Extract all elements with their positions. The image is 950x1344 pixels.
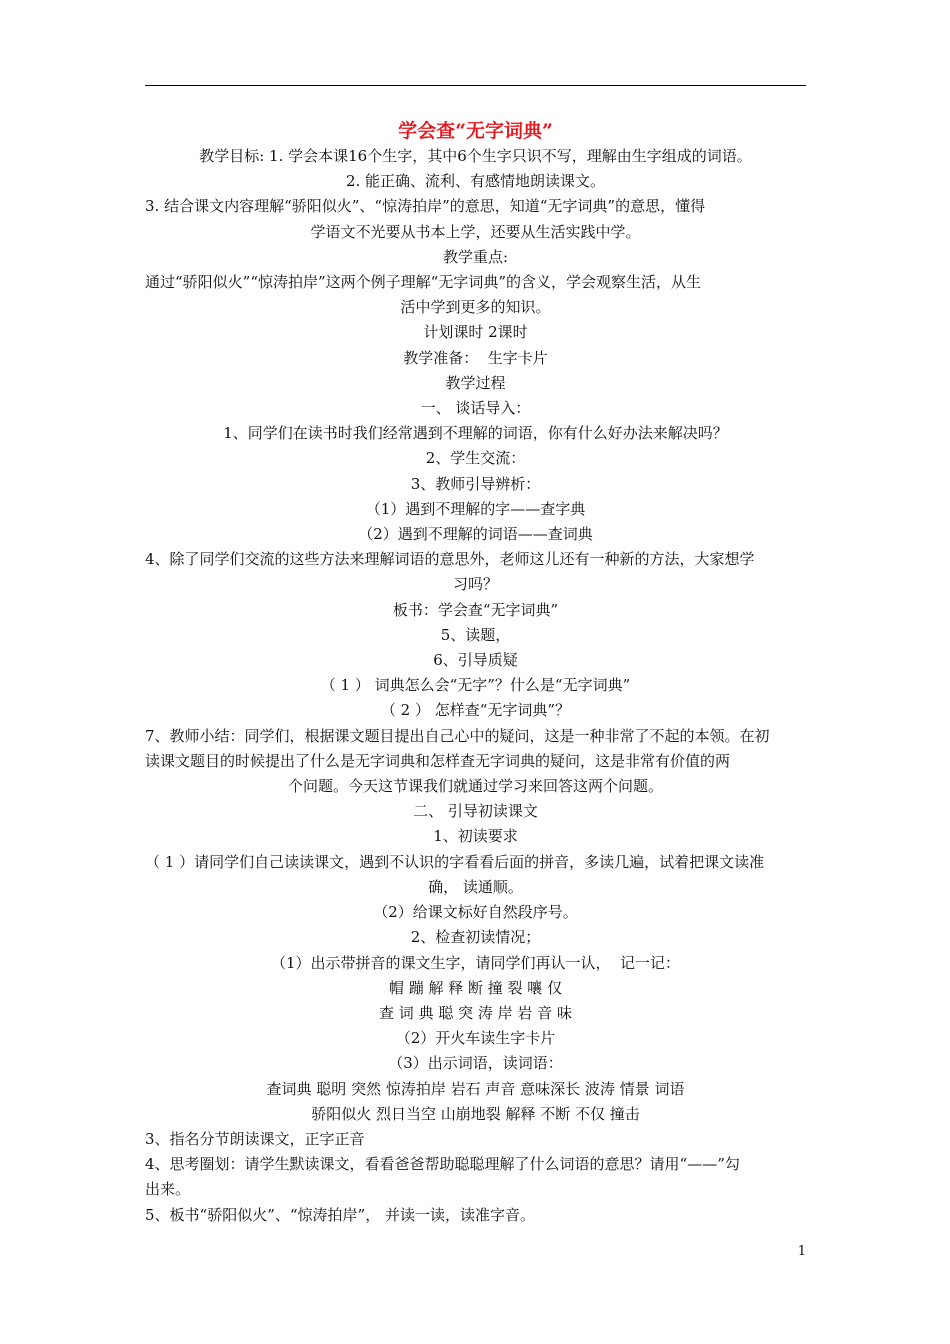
text-line: 查 词 典 聪 突 涛 岸 岩 音 味 — [379, 1003, 572, 1022]
text-line: 活中学到更多的知识。 — [400, 298, 551, 317]
text-line: 习吗？ — [452, 575, 498, 594]
text-line: 骄阳似火 烈日当空 山崩地裂 解释 不断 不仅 撞击 — [311, 1104, 640, 1123]
text-line: 查词典 聪明 突然 惊涛拍岸 岩石 声音 意味深长 波涛 情景 词语 — [266, 1079, 685, 1098]
text-line: （1）遇到不理解的字——查字典 — [365, 499, 586, 518]
document-title: 学会查“无字词典” — [398, 120, 553, 142]
text-line: （ 1 ）请同学们自己读读课文，遇到不认识的字看看后面的拼音，多读几遍，试着把课文读准 — [145, 852, 765, 871]
text-line: 1、同学们在读书时我们经常遇到不理解的词语，你有什么好办法来解决吗？ — [223, 424, 728, 443]
text-line: 教学目标: 1. 学会本课16个生字，其中6个生字只识不写，理解由生字组成的词语。 — [199, 147, 752, 165]
text-line: 学语文不光要从书本上学，还要从生活实践中学。 — [310, 222, 641, 241]
text-line: 2、学生交流： — [425, 449, 526, 468]
text-line: 6、引导质疑 — [433, 651, 518, 670]
text-line: 7、教师小结：同学们，根据课文题目提出自己心中的疑问，这是一种非常了不起的本领。在初 — [145, 726, 770, 745]
text-line: 3、教师引导辨析： — [410, 474, 541, 493]
text-line: （2）给课文标好自然段序号。 — [373, 903, 578, 922]
text-line: 3、指名分节朗读课文，正字正音 — [145, 1129, 365, 1148]
document-lines — [145, 144, 806, 1228]
text-line: 板书：学会查“无字词典” — [392, 600, 559, 619]
text-line: 教学重点: — [442, 247, 509, 266]
text-line: 3. 结合课文内容理解“骄阳似火”、“惊涛拍岸”的意思，知道“无字词典”的意思，懂得 — [145, 197, 706, 216]
text-line: 通过“骄阳似火”“惊涛拍岸”这两个例子理解“无字词典”的含义，学会观察生活，从生 — [145, 273, 702, 292]
text-line: 2. 能正确、流利、有感情地朗读课文。 — [345, 172, 606, 191]
text-line: 4、除了同学们交流的这些方法来理解词语的意思外，老师这儿还有一种新的方法，大家想学 — [145, 550, 755, 569]
text-line: 1、初读要求 — [433, 827, 518, 846]
text-line: 4、思考圈划：请学生默读课文，看看爸爸帮助聪聪理解了什么词语的意思？请用“——”勾 — [145, 1155, 740, 1174]
text-line: 一、 谈话导入： — [420, 399, 531, 418]
document-body — [145, 118, 806, 1228]
text-line: 5、板书“骄阳似火”、“惊涛拍岸”， 并读一读，读准字音。 — [145, 1205, 535, 1224]
header-rule — [145, 85, 806, 86]
text-line: （1）出示带拼音的课文生字，请同学们再认一认， 记一记： — [270, 953, 681, 972]
text-line: 教学过程 — [445, 373, 506, 392]
page-number: 1 — [797, 1244, 806, 1259]
text-line: （ 1 ） 词典怎么会“无字”？什么是“无字词典” — [320, 676, 631, 695]
text-line: 二、 引导初读课文 — [413, 802, 538, 821]
text-line: 2、检查初读情况； — [410, 928, 541, 947]
text-line: 5、读题， — [440, 625, 511, 644]
text-line: 帽 蹦 解 释 断 撞 裂 嚷 仅 — [388, 978, 563, 997]
text-line: 计划课时 2课时 — [423, 323, 528, 342]
text-line: 教学准备： 生字卡片 — [403, 348, 548, 367]
text-line: 出来。 — [145, 1180, 191, 1199]
text-line: （3）出示词语，读词语： — [388, 1054, 563, 1073]
text-line: （2）遇到不理解的词语——查词典 — [358, 525, 593, 544]
text-line: 确， 读通顺。 — [428, 877, 523, 896]
text-line: 个问题。今天这节课我们就通过学习来回答这两个问题。 — [287, 777, 663, 796]
text-line: 读课文题目的时候提出了什么是无字词典和怎样查无字词典的疑问，这是非常有价值的两 — [145, 751, 731, 770]
text-line: （ 2 ） 怎样查“无字词典”？ — [380, 701, 571, 720]
text-line: （2）开火车读生字卡片 — [395, 1029, 556, 1048]
